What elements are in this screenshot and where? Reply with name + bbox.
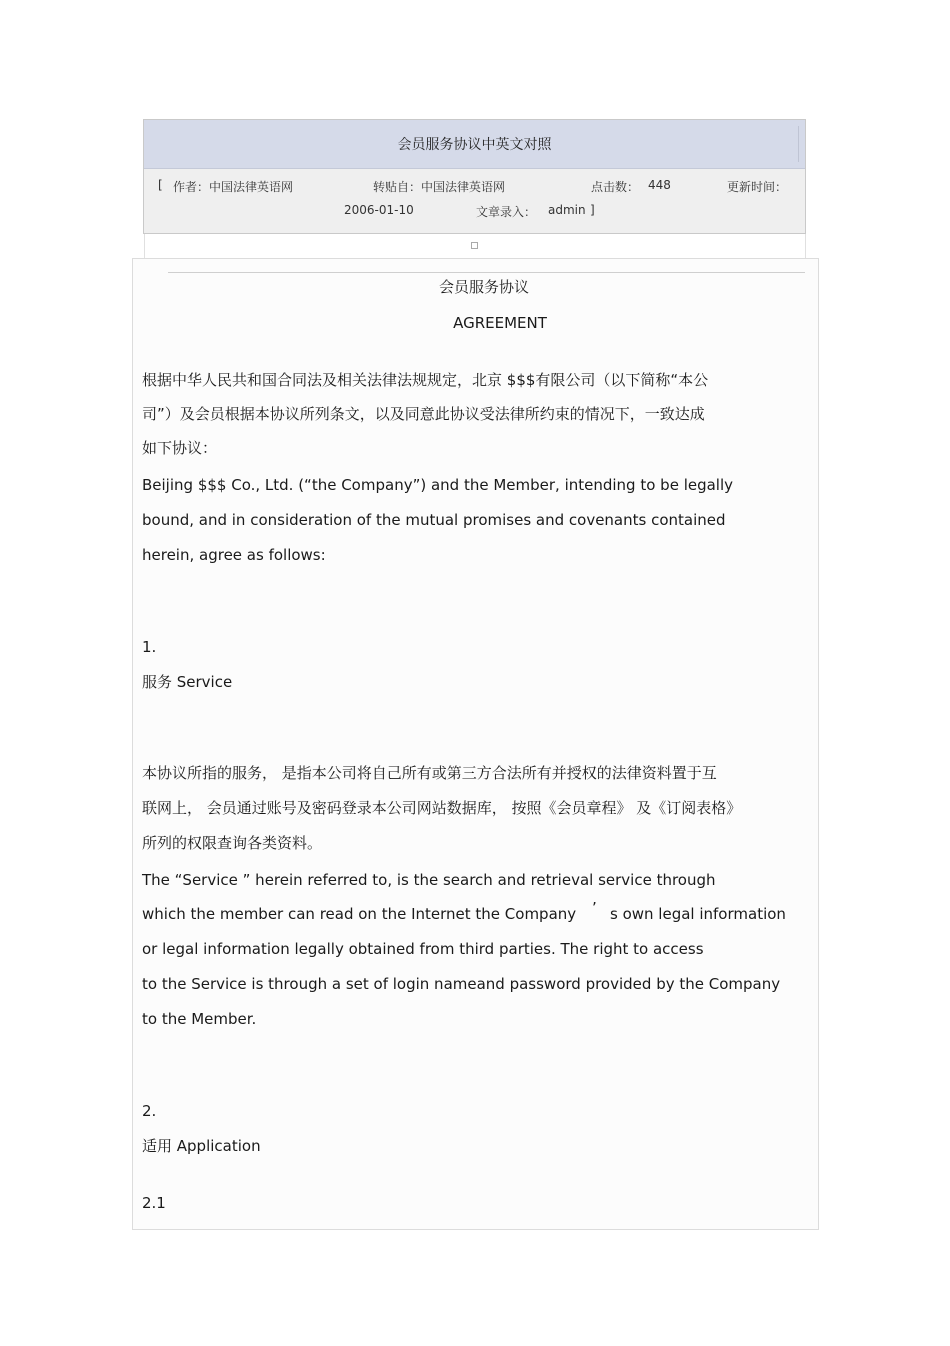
s1-en-line-1: The “Service ” herein referred to, is the search and retrieval service through [142, 871, 716, 889]
s1-en-apostrophe: ’ [592, 899, 597, 917]
article-title: 会员服务协议中英文对照 [397, 137, 552, 153]
intro-cn-line-2: 司”）及会员根据本协议所列条文，以及同意此协议受法律所约束的情况下，一致达成 [142, 405, 705, 423]
meta-hits-value: 448 [648, 178, 671, 192]
intro-en-line-2: bound, and in consideration of the mutual promises and covenants contained [142, 511, 726, 529]
s1-en-line-2b: s own legal information [610, 905, 786, 923]
title-bar-divider [798, 126, 799, 162]
meta-hits-label: 点击数： [591, 180, 640, 194]
s1-en-line-5: to the Member. [142, 1010, 257, 1028]
meta-updated-label: 更新时间： [727, 180, 788, 194]
intro-cn-line-1: 根据中华人民共和国合同法及相关法律法规规定，北京 $$$有限公司（以下简称“本公 [142, 371, 709, 389]
meta-editor-label: 文章录入： [476, 205, 537, 219]
s1-cn-line-1: 本协议所指的服务， 是指本公司将自己所有或第三方合法所有并授权的法律资料置于互 [142, 764, 717, 782]
article-title-bar [144, 120, 805, 169]
meta-source: 转贴自：中国法律英语网 [373, 180, 506, 194]
section-1-title: 服务 Service [142, 673, 233, 691]
s1-cn-line-2: 联网上， 会员通过账号及密码登录本公司网站数据库， 按照《会员章程》 及《订阅表格》 [142, 799, 742, 817]
article-meta [144, 169, 805, 235]
doc-title-en: AGREEMENT [453, 314, 547, 332]
meta-updated-value: 2006-01-10 [344, 203, 414, 217]
s1-en-line-4: to the Service is through a set of login nameand password provided by the Company [142, 975, 781, 993]
s1-en-line-3: or legal information legally obtained from third parties. The right to access [142, 940, 704, 958]
meta-close-bracket: ] [590, 203, 595, 217]
intro-en-line-1: Beijing $$$ Co., Ltd. (“the Company”) and the Member, intending to be legally [142, 476, 734, 494]
section-2-title: 适用 Application [142, 1137, 261, 1155]
s1-cn-line-3: 所列的权限查询各类资料。 [142, 834, 323, 852]
article-header [143, 119, 806, 234]
placeholder-box-icon [471, 242, 478, 249]
section-2-1-number: 2.1 [142, 1194, 166, 1212]
section-2-number: 2. [142, 1102, 157, 1120]
meta-open-bracket: [ [158, 178, 163, 192]
doc-title-cn: 会员服务协议 [438, 278, 529, 296]
meta-editor-value: admin [548, 203, 586, 217]
section-1-number: 1. [142, 638, 157, 656]
s1-en-line-2: which the member can read on the Internet the Company [142, 905, 577, 923]
header-divider [168, 272, 805, 273]
intro-cn-line-3: 如下协议： [142, 439, 218, 457]
intro-en-line-3: herein, agree as follows: [142, 546, 326, 564]
meta-author: 作者：中国法律英语网 [173, 180, 294, 194]
